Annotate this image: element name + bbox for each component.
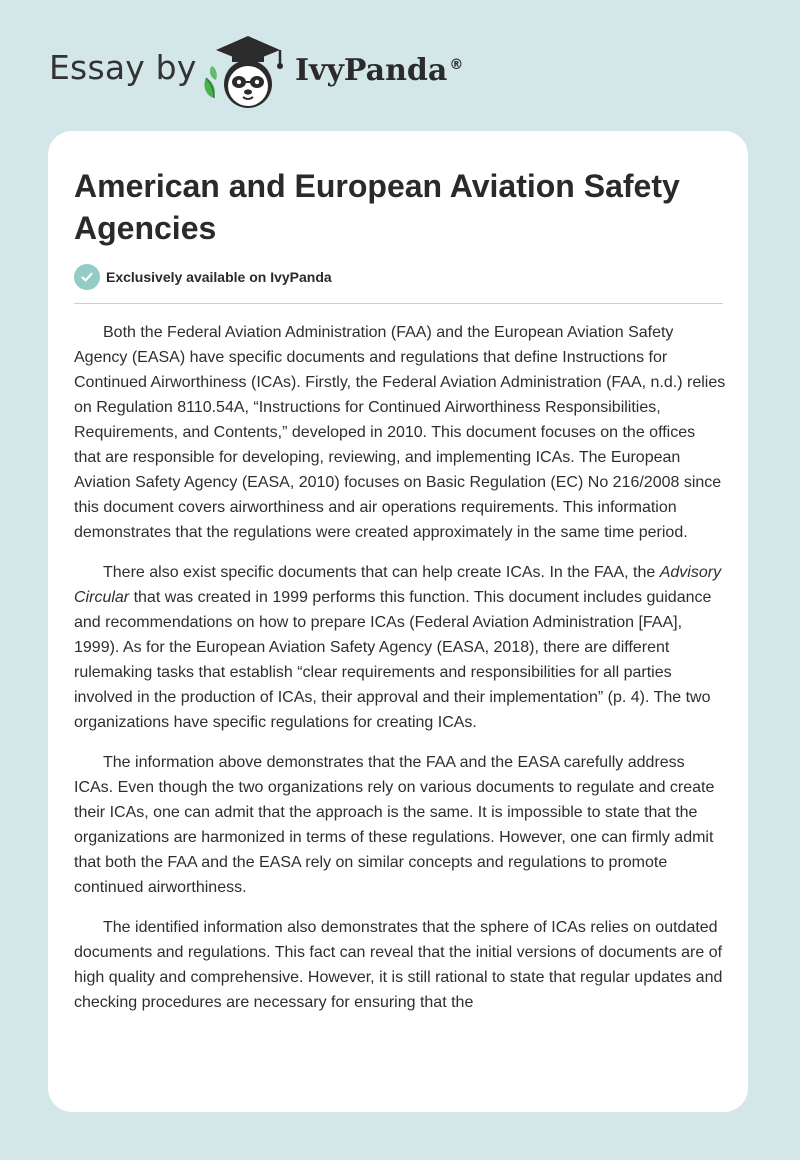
paragraph-2-end: that was created in 1999 performs this function. This document includes guidance and recommendations on how to prepare ICAs (Federal Aviation Administration [FAA], 1999). As for the European Aviation Safety Agency (EASA, 2018), there are different rulemaking tasks that establish “clear requirements and responsibilities for all parties involved in the production of ICAs, their approval and their implementation” (p. 4). The two organizations have specific regulations for creating ICAs. <box>74 589 712 731</box>
paragraph-2-start: There also exist specific documents that can help create ICAs. In the FAA, the <box>103 564 660 581</box>
essay-by-label: Essay by <box>49 48 197 87</box>
paragraph-3: The information above demonstrates that the FAA and the EASA carefully address ICAs. Even though the two organizations rely on various documents to regulate and create their ICAs, one can admit that the approach is the same. It is impossible to state that the organizations are harmonized in terms of these regulations. However, one can firmly admit that both the FAA and the EASA rely on similar concepts and regulations to promote continued airworthiness. <box>74 754 715 896</box>
paragraph-4: The identified information also demonstrates that the sphere of ICAs relies on outdated documents and regulations. This fact can reveal that the initial versions of documents are of high quality and comprehensive. However, it is still rational to state that regular updates and checking procedures are necessary for ensuring that the <box>74 919 723 1011</box>
ivy-leaf-icon <box>204 66 216 98</box>
check-circle-icon <box>74 264 100 290</box>
essay-card <box>48 131 748 1112</box>
exclusive-badge <box>74 264 332 290</box>
essay-title: American and European Aviation Safety Agencies <box>74 168 680 246</box>
essay-body <box>74 320 726 1030</box>
registered-mark: ® <box>449 57 464 73</box>
brand-text: IvyPanda <box>295 53 448 88</box>
brand-name[interactable] <box>295 53 463 88</box>
advisory-circular-italic: Advisory Circular <box>74 564 722 606</box>
badge-text: Exclusively available on IvyPanda <box>106 269 332 285</box>
panda-graduate-icon[interactable] <box>200 30 292 112</box>
divider <box>74 303 723 304</box>
paragraph-2 <box>74 560 726 735</box>
site-header <box>0 0 800 125</box>
paragraph-1: Both the Federal Aviation Administration (FAA) and the European Aviation Safety Agency (EASA) have specific documents and regulations that define Instructions for Continued Airworthiness (ICAs). Firstly, the Federal Aviation Administration (FAA, n.d.) relies on Regulation 8110.54A, “Instructions for Continued Airworthiness Responsibilities, Requirements, and Contents,” developed in 2010. This document focuses on the offices that are responsible for developing, reviewing, and implementing ICAs. The European Aviation Safety Agency (EASA, 2010) focuses on Basic Regulation (EC) No 216/2008 since this document covers airworthiness and air operations requirements. This information demonstrates that the regulations were created approximately in the same time period. <box>74 324 726 541</box>
